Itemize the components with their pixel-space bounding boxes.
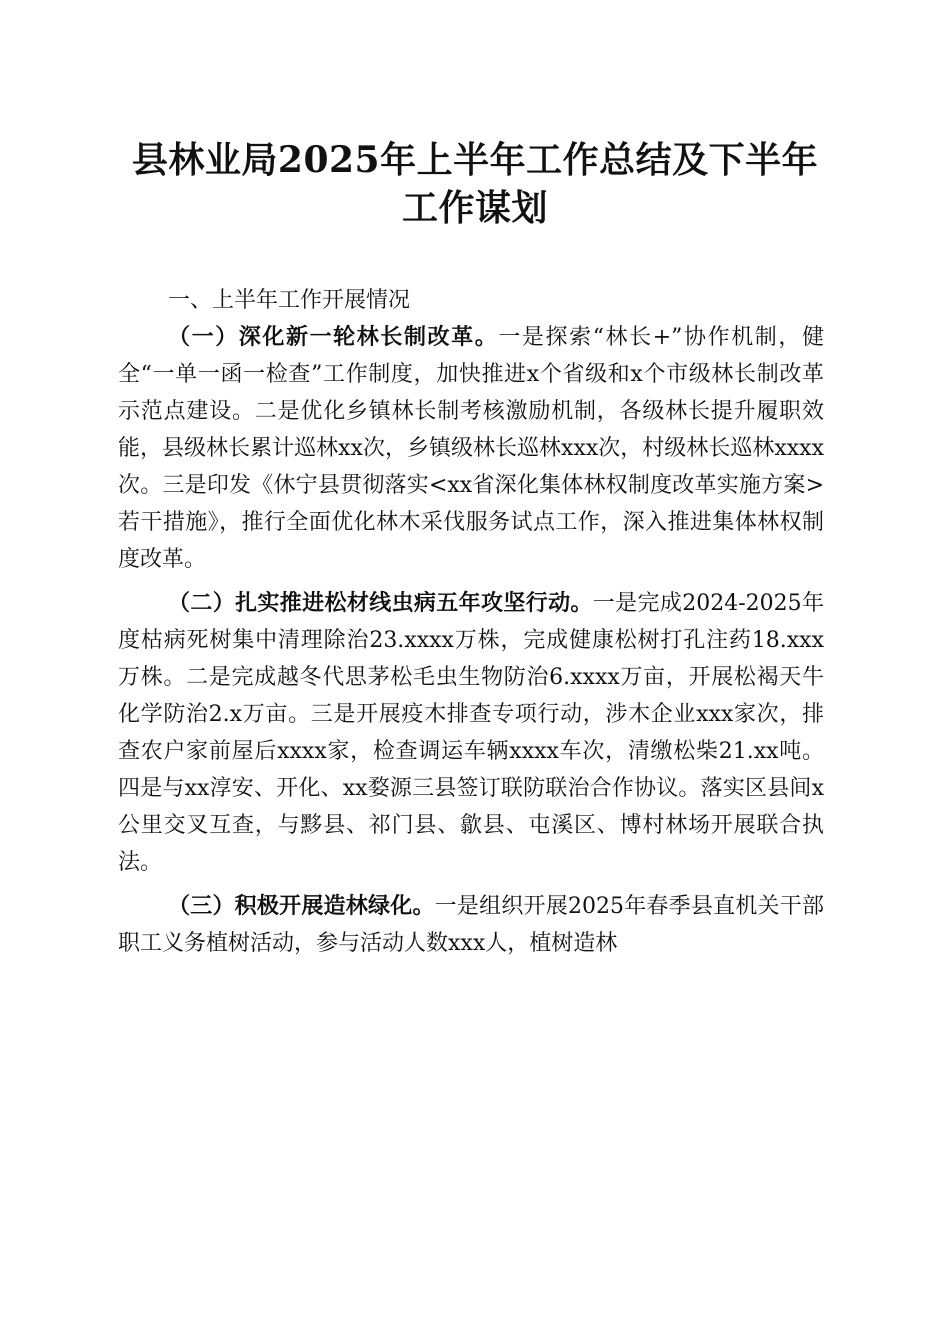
paragraph-heading: （一）深化新一轮林长制改革。 (168, 325, 499, 350)
section-heading: 一、上半年工作开展情况 (168, 288, 411, 313)
paragraph-heading: （三）积极开展造林绿化。 (168, 894, 435, 919)
paragraph-text: 一是完成2024-2025年度枯病死树集中清理除治23.xxxx万株，完成健康松树打孔注药18.xxx万株。二是完成越冬代思茅松毛虫生物防治6.xxxx万亩，开展松褐天牛化学防治2.x万亩。三是开展疫木排查专项行动，涉木企业xxx家次，排查农户家前屋后xxxx家，检查调运车辆xxxx车次，清缴松柴21.xx吨。四是与xx淳安、开化、xx婺源三县签订联防联治合作协议。落实区县间x公里交叉互查，与黟县、祁门县、歙县、屯溪区、博村林场开展联合执法。 (118, 591, 824, 875)
paragraph-text: 一是探索“林长+”协作机制，健全“一单一函一检查”工作制度，加快推进x个省级和x个市级林长制改革示范点建设。二是优化乡镇林长制考核激励机制，各级林长提升履职效能，县级林长累计巡林xx次，乡镇级林长巡林xxx次，村级林长巡林xxxx次。三是印发《休宁县贯彻落实<xx省深化集体林权制度改革实施方案>若干措施》，推行全面优化林木采伐服务试点工作，深入推进集体林权制度改革。 (118, 325, 824, 572)
paragraph-heading: （二）扎实推进松材线虫病五年攻坚行动。 (168, 591, 593, 616)
paragraph-pine-wilt-campaign (118, 585, 824, 881)
paragraph-text: 一是组织开展2025年春季县直机关干部职工义务植树活动，参与活动人数xxx人，植树造林 (118, 894, 824, 956)
paragraph-afforestation (118, 888, 824, 962)
document-body (118, 282, 824, 962)
paragraph-forest-chief-reform (118, 319, 824, 578)
document-title: 县林业局2025年上半年工作总结及下半年工作谋划 (131, 139, 819, 229)
